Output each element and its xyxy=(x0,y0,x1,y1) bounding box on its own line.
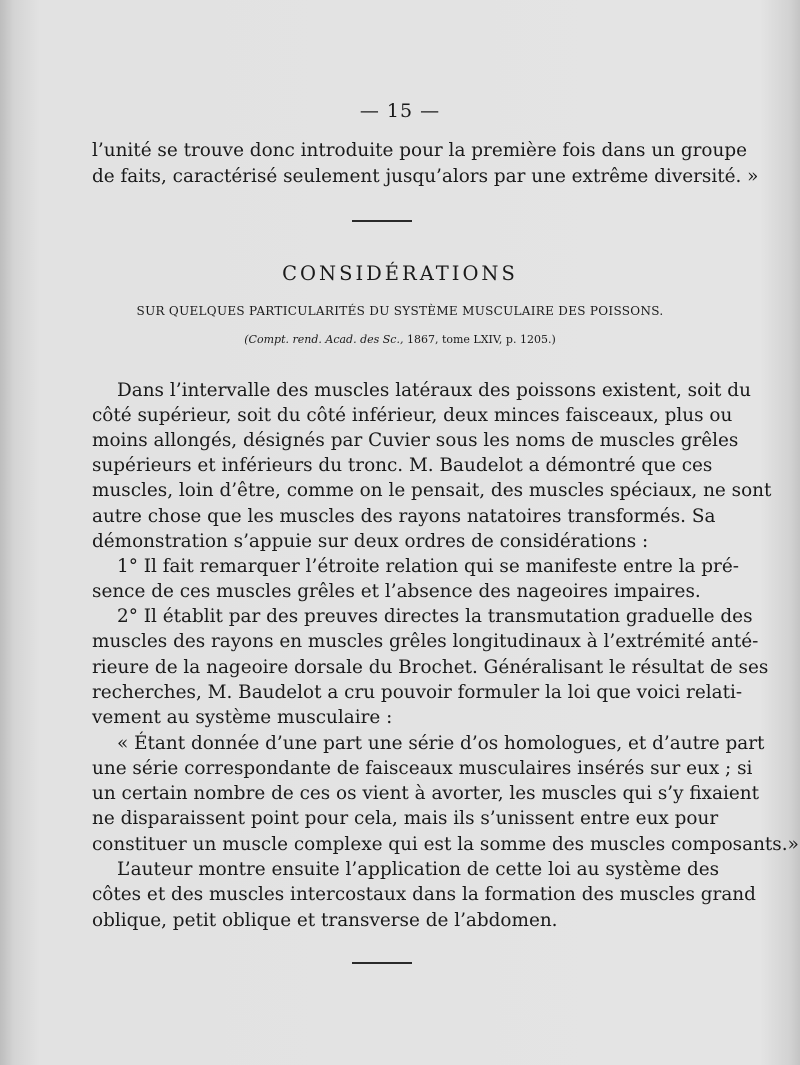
quote-line: constituer un muscle complexe qui est la somme des muscles composants.» xyxy=(92,834,799,855)
section-divider xyxy=(352,962,412,964)
quote-line: côtes et des muscles intercostaux dans la formation des muscles grand xyxy=(92,884,756,905)
point-line: sence de ces muscles grêles et l’absence des nageoires impaires. xyxy=(92,581,701,602)
paragraph-line: supérieurs et inférieurs du tronc. M. Baudelot a démontré que ces xyxy=(92,455,713,476)
intro-line: l’unité se trouve donc introduite pour la première fois dans un groupe xyxy=(92,140,748,161)
quote-line: une série correspondante de faisceaux musculaires insérés sur eux ; si xyxy=(92,758,753,779)
quote-line: L’auteur montre ensuite l’application de cette loi au système des xyxy=(117,859,720,880)
quote-line: un certain nombre de ces os vient à avorter, les muscles qui s’y fixaient xyxy=(92,783,759,804)
page-number: — 15 — xyxy=(359,100,441,122)
section-title: CONSIDÉRATIONS xyxy=(282,262,518,285)
paragraph-line: côté supérieur, soit du côté inférieur, deux minces faisceaux, plus ou xyxy=(92,405,733,426)
publication-reference xyxy=(0,333,800,346)
reference-journal: (Compt. rend. Acad. des Sc., xyxy=(244,333,404,346)
paragraph-line: autre chose que les muscles des rayons natatoires transformés. Sa xyxy=(92,506,716,527)
paragraph-line: muscles, loin d’être, comme on le pensait, des muscles spéciaux, ne sont xyxy=(92,480,772,501)
section-subtitle: SUR QUELQUES PARTICULARITÉS DU SYSTÈME MUSCULAIRE DES POISSONS. xyxy=(136,304,664,318)
intro-line: de faits, caractérisé seulement jusqu’alors par une extrême diversité. » xyxy=(92,166,759,187)
quote-line: ne disparaissent point pour cela, mais ils s’unissent entre eux pour xyxy=(92,808,719,829)
point-line: vement au système musculaire : xyxy=(92,707,393,728)
point-line: recherches, M. Baudelot a cru pouvoir formuler la loi que voici relati- xyxy=(92,682,743,703)
reference-details: 1867, tome LXIV, p. 1205.) xyxy=(406,333,556,346)
quote-line: « Étant donnée d’une part une série d’os homologues, et d’autre part xyxy=(117,733,765,754)
point-line: muscles des rayons en muscles grêles longitudinaux à l’extrémité anté- xyxy=(92,631,759,652)
point-line: rieure de la nageoire dorsale du Brochet. Généralisant le résultat de ses xyxy=(92,657,769,678)
point-line: 2° Il établit par des preuves directes la transmutation graduelle des xyxy=(117,606,753,627)
section-divider xyxy=(352,220,412,222)
point-line: 1° Il fait remarquer l’étroite relation qui se manifeste entre la pré- xyxy=(117,556,739,577)
paragraph-line: démonstration s’appuie sur deux ordres de considérations : xyxy=(92,531,649,552)
paragraph-line: Dans l’intervalle des muscles latéraux des poissons existent, soit du xyxy=(117,380,751,401)
paragraph-line: moins allongés, désignés par Cuvier sous les noms de muscles grêles xyxy=(92,430,739,451)
quote-line: oblique, petit oblique et transverse de l’abdomen. xyxy=(92,910,558,931)
